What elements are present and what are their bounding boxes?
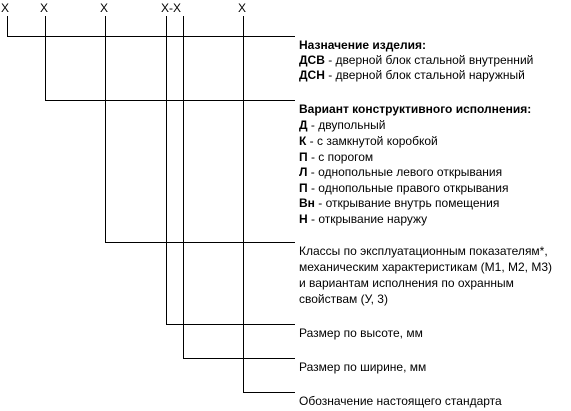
variant-item: Л - однопольные левого открывания	[299, 165, 503, 179]
classes-line: Классы по эксплуатационным показателям*,	[299, 244, 548, 258]
variant-item: П - с порогом	[299, 150, 374, 164]
standard-label: Обозначение настоящего стандарта	[299, 394, 502, 408]
leader-line-classes	[106, 16, 296, 243]
mark-3: X	[100, 1, 109, 15]
mark-2: X	[40, 1, 49, 15]
purpose-title: Назначение изделия:	[299, 38, 426, 52]
leader-line-variant	[46, 16, 296, 101]
classes-line: свойствам (У, 3)	[299, 292, 388, 306]
width-label: Размер по ширине, мм	[299, 360, 427, 374]
variant-item: К - с замкнутой коробкой	[299, 134, 438, 148]
variant-item: Д - двупольный	[299, 118, 386, 132]
leader-line-purpose	[8, 16, 296, 37]
leader-line-height	[167, 16, 296, 325]
variant-title: Вариант конструктивного исполнения:	[299, 102, 532, 116]
mark-4: X-X	[161, 1, 182, 15]
leader-line-width	[184, 16, 296, 359]
mark-1: X	[1, 1, 10, 15]
leader-line-standard	[244, 16, 296, 393]
height-label: Размер по высоте, мм	[299, 326, 423, 340]
variant-item: Вн - открывание внутрь помещения	[299, 196, 500, 210]
purpose-item: ДСВ - дверной блок стальной внутренний	[299, 53, 534, 67]
variant-item: Н - открывание наружу	[299, 212, 428, 226]
purpose-item: ДСН - дверной блок стальной наружный	[299, 68, 525, 82]
classes-line: механическим характеристикам (М1, М2, М3)	[299, 260, 552, 274]
classes-line: и вариантам исполнения по охранным	[299, 276, 514, 290]
variant-item: П - однопольные правого открывания	[299, 181, 509, 195]
mark-5: X	[238, 1, 247, 15]
